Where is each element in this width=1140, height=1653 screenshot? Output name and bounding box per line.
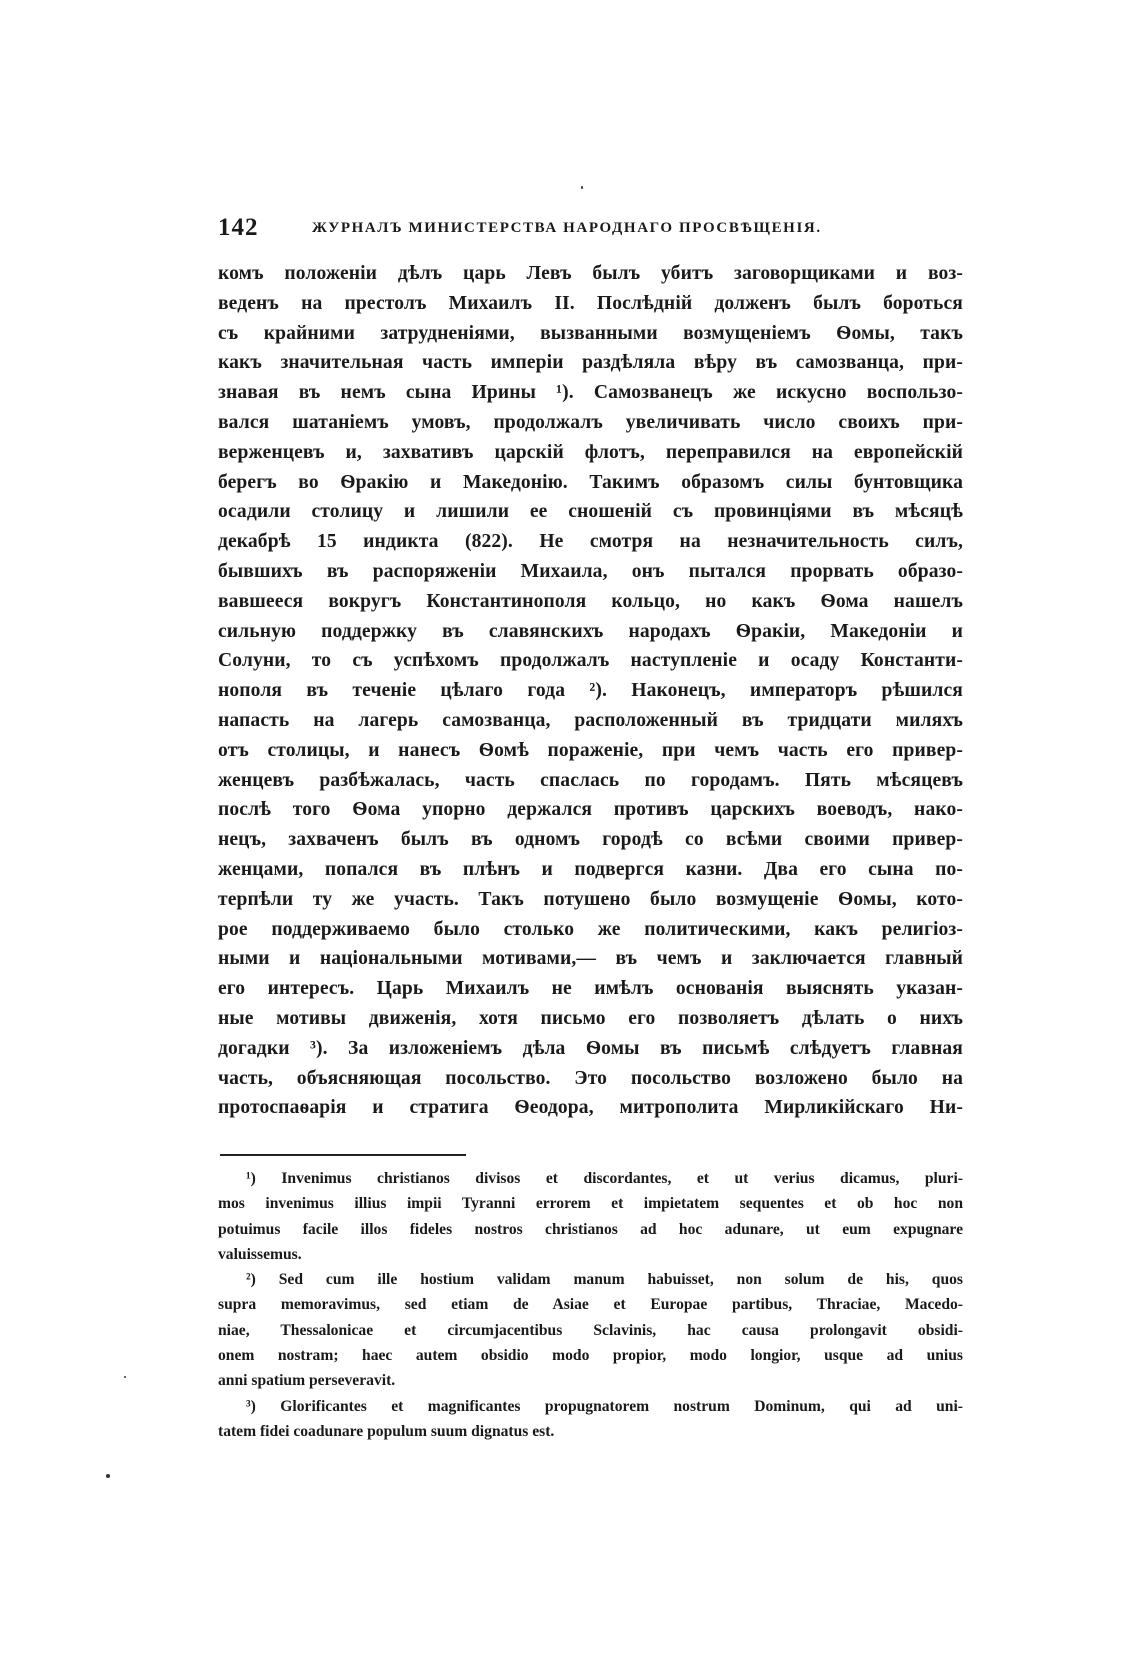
footnote-line: potuimus facile illos fideles nostros christianos ad hoc adunare, ut eum expugnare xyxy=(218,1220,963,1238)
text-line: съ крайними затрудненіями, вызванными возмущеніемъ Ѳомы, такъ xyxy=(218,322,963,344)
text-line: вавшееся вокругъ Константинополя кольцо, но какъ Ѳома нашелъ xyxy=(218,590,963,612)
ink-speck xyxy=(124,1376,126,1378)
text-line: рое поддерживаемо было столько же политическими, какъ религіоз- xyxy=(218,918,963,940)
footnote-line: onem nostram; haec autem obsidio modo propior, modo longior, usque ad unius xyxy=(218,1347,963,1365)
text-line: ными и національными мотивами,— въ чемъ и заключается главный xyxy=(218,948,963,970)
text-line: бывшихъ въ распоряженіи Михаила, онъ пытался прорвать образо- xyxy=(218,560,963,582)
text-line: часть, объясняющая посольство. Это посольство возложено было на xyxy=(218,1067,963,1089)
footnote-line: mos invenimus illius impii Tyranni errorem et impietatem sequentes et ob hoc non xyxy=(218,1195,963,1213)
text-line: верженцевъ и, захвативъ царскій флотъ, переправился на европейскій xyxy=(218,441,963,463)
text-line: ные мотивы движенія, хотя письмо его позволяетъ дѣлать о нихъ xyxy=(218,1007,963,1029)
main-text xyxy=(218,259,963,1123)
text-line: какъ значительная часть имперіи раздѣляла вѣру въ самозванца, при- xyxy=(218,352,963,374)
text-line: вался шатаніемъ умовъ, продолжалъ увеличивать число своихъ при- xyxy=(218,411,963,433)
footnote-line: ²) Sed cum ille hostium validam manum habuisset, non solum de his, quos xyxy=(246,1271,963,1289)
page-header xyxy=(218,214,938,244)
text-line: его интересъ. Царь Михаилъ не имѣлъ основанія выяснять указан- xyxy=(218,978,963,1000)
text-line: женцевъ разбѣжалась, часть спаслась по городамъ. Пять мѣсяцевъ xyxy=(218,769,963,791)
footnote-1 xyxy=(218,1166,963,1267)
footnote-line: anni spatium perseveravit. xyxy=(218,1372,396,1390)
text-line: нополя въ теченіе цѣлаго года ²). Наконецъ, императоръ рѣшился xyxy=(218,680,963,702)
text-line: декабрѣ 15 индикта (822). Не смотря на незначительность силъ, xyxy=(218,531,963,553)
text-line: осадили столицу и лишили ее сношеній съ провинціями въ мѣсяцѣ xyxy=(218,501,963,523)
text-line: Солуни, то съ успѣхомъ продолжалъ наступленіе и осаду Константи- xyxy=(218,650,963,672)
footnote-line: tatem fidei coadunare populum suum dignatus est. xyxy=(218,1422,555,1440)
footnotes xyxy=(218,1166,963,1444)
text-line: женцами, попался въ плѣнъ и подвергся казни. Два его сына по- xyxy=(218,858,963,880)
text-line: отъ столицы, и нанесъ Ѳомѣ пораженіе, при чемъ часть его привер- xyxy=(218,739,963,761)
text-line: послѣ того Ѳома упорно держался противъ царскихъ воеводъ, нако- xyxy=(218,799,963,821)
text-line: знавая въ немъ сына Ирины ¹). Самозванецъ же искусно воспользо- xyxy=(218,382,963,404)
footnote-divider xyxy=(220,1154,466,1156)
footnote-line: ¹) Invenimus christianos divisos et discordantes, et ut verius dicamus, pluri- xyxy=(246,1170,963,1187)
footnote-line: supra memoravimus, sed etiam de Asiae et Europae partibus, Thraciae, Macedo- xyxy=(218,1296,963,1314)
text-line: комъ положеніи дѣлъ царь Левъ былъ убитъ заговорщиками и воз- xyxy=(218,263,963,284)
footnote-line: valuissemus. xyxy=(218,1245,302,1263)
ink-speck xyxy=(106,1474,110,1478)
running-title: ЖУРНАЛЪ МИНИСТЕРСТВА НАРОДНАГО ПРОСВѢЩЕНІЯ. xyxy=(312,220,822,236)
text-line: веденъ на престолъ Михаилъ II. Послѣдній долженъ былъ бороться xyxy=(218,292,963,314)
text-line: берегъ во Ѳракію и Македонію. Такимъ образомъ силы бунтовщика xyxy=(218,471,963,493)
page-number: 142 xyxy=(218,214,259,241)
text-line: сильную поддержку въ славянскихъ народахъ Ѳракіи, Македоніи и xyxy=(218,620,963,642)
footnote-3 xyxy=(218,1394,963,1445)
text-line: напасть на лагерь самозванца, расположенный въ тридцати миляхъ xyxy=(218,709,963,731)
text-line: терпѣли ту же участь. Такъ потушено было возмущеніе Ѳомы, кото- xyxy=(218,888,963,910)
footnote-line: ³) Glorificantes et magnificantes propugnatorem nostrum Dominum, qui ad uni- xyxy=(246,1397,963,1415)
ink-speck xyxy=(581,186,583,189)
text-line: догадки ³). За изложеніемъ дѣла Ѳомы въ письмѣ слѣдуетъ главная xyxy=(218,1037,963,1059)
footnote-2 xyxy=(218,1267,963,1393)
footnote-line: niae, Thessalonicae et circumjacentibus Sclavinis, hac causa prolongavit obsidi- xyxy=(218,1321,963,1339)
text-line: протоспаѳарія и стратига Ѳеодора, митрополита Мирликійскаго Ни- xyxy=(218,1097,963,1119)
text-line: нецъ, захваченъ былъ въ одномъ городѣ со всѣми своими привер- xyxy=(218,829,963,851)
